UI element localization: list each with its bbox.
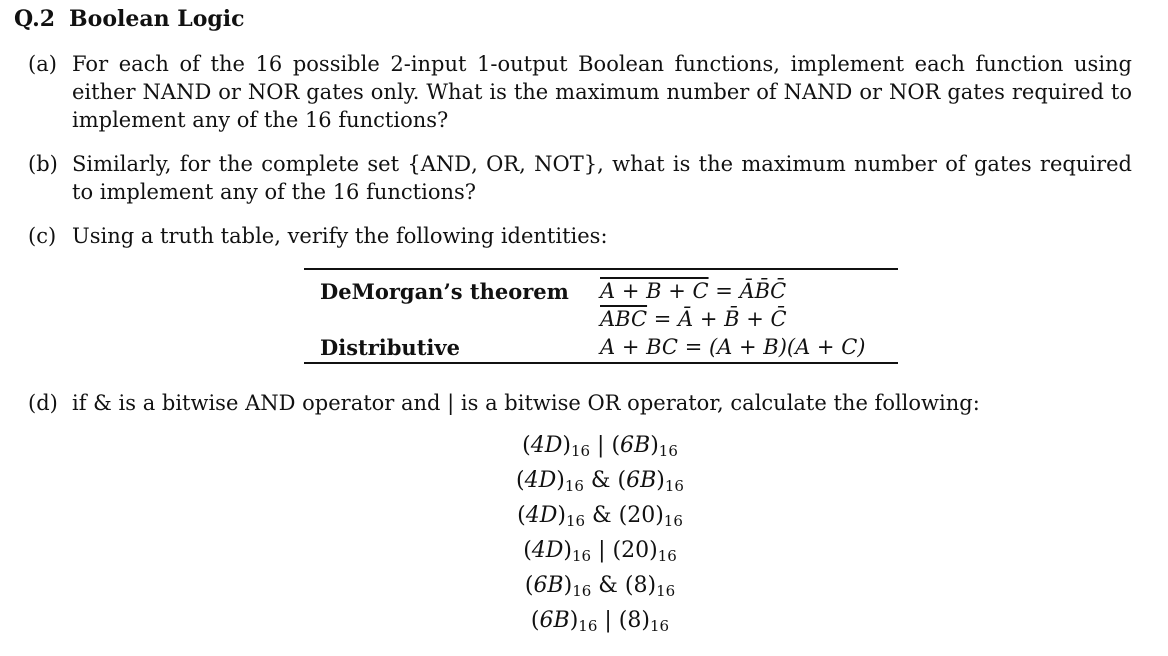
- identity-lhs: A + B + C: [600, 279, 709, 303]
- expression-base: 16: [663, 512, 683, 530]
- part-d-or: OR: [587, 391, 621, 415]
- part-d-text: [72, 389, 1132, 417]
- expression-right: 20: [621, 538, 650, 563]
- expression-right: 6B: [620, 433, 651, 458]
- part-d-and: AND: [245, 391, 296, 415]
- identity-name: Distributive: [320, 335, 460, 360]
- part-d-text-3: operator, calculate the following:: [620, 391, 980, 415]
- part-a-nand-1: NAND: [142, 80, 212, 104]
- expression-right: 8: [633, 573, 648, 598]
- expression-base: 16: [657, 547, 677, 565]
- part-c: [28, 222, 1132, 250]
- expression: $(4D)_{16}$ | $(6B)_{16}$: [522, 433, 678, 460]
- identity-rhs: ĀB̄C̄: [739, 279, 787, 303]
- part-b-label: (b): [28, 152, 58, 176]
- part-a-nand-2: NAND: [783, 80, 853, 104]
- expression-base: 16: [564, 477, 584, 495]
- expression-base: 16: [578, 617, 598, 635]
- part-a-text-4: or: [852, 80, 889, 104]
- part-b-not: NOT: [534, 152, 584, 176]
- part-a-text-1: For each of the 16 possible 2-input 1-output Boolean functions, implement each function using either: [72, 52, 1132, 104]
- identity-row: [304, 298, 898, 331]
- question-number: Q.2: [14, 6, 56, 32]
- expression-base: 16: [570, 442, 591, 460]
- part-d-text-2: operator and | is a bitwise: [295, 391, 588, 415]
- part-a-text-3: gates only. What is the maximum number of: [299, 80, 784, 104]
- question-title: Boolean Logic: [69, 6, 245, 32]
- expression-base: 16: [572, 547, 592, 565]
- expression-base: 16: [658, 442, 678, 460]
- part-b-comma-2: ,: [519, 152, 535, 176]
- question-heading: [14, 6, 245, 32]
- expression-left: 6B: [533, 573, 564, 598]
- identity-equals: =: [678, 335, 709, 359]
- part-c-label: (c): [28, 224, 57, 248]
- part-a-text-2: or: [211, 80, 248, 104]
- expression: $(4D)_{16}$ | $(20)_{16}$: [523, 538, 677, 565]
- expression-left: 4D: [525, 503, 558, 528]
- expression-left: 4D: [524, 468, 557, 493]
- expression-base: 16: [565, 512, 586, 530]
- expression-operator: &: [585, 503, 619, 528]
- identity-lhs: A + BC: [600, 335, 679, 359]
- part-b-text: [72, 150, 1132, 206]
- expression: $(4D)_{16}$ & $(6B)_{16}$: [516, 468, 684, 495]
- expression: $(6B)_{16}$ | $(8)_{16}$: [530, 608, 670, 635]
- part-b-text-1: Similarly, for the complete set {: [72, 152, 421, 176]
- part-a: [28, 50, 1132, 134]
- expression-operator: &: [591, 573, 625, 598]
- part-a-nor-1: NOR: [247, 80, 300, 104]
- part-b-or: OR: [486, 152, 520, 176]
- expression-base: 16: [649, 617, 670, 635]
- identity-rhs: (A + B)(A + C): [708, 335, 866, 359]
- identity-equation: [600, 335, 865, 359]
- expression-left: 6B: [539, 608, 570, 633]
- identity-row: [304, 270, 898, 304]
- part-c-text: Using a truth table, verify the following identities:: [72, 224, 608, 248]
- expression-operator: &: [583, 468, 618, 493]
- expression-left: 4D: [530, 433, 563, 458]
- part-a-label: (a): [28, 52, 57, 76]
- expression-base: 16: [656, 582, 676, 600]
- part-b-and: AND: [420, 152, 472, 176]
- part-d-text-1: if & is a bitwise: [72, 391, 246, 415]
- identity-rhs: Ā + B̄ + C̄: [678, 307, 787, 331]
- expression-operator: |: [591, 538, 613, 563]
- identity-equals: =: [708, 279, 740, 303]
- expression-base: 16: [572, 582, 592, 600]
- part-d-label: (d): [28, 391, 58, 415]
- identities-table: [304, 268, 898, 364]
- identity-row: [304, 326, 898, 362]
- identity-equals: =: [647, 307, 679, 331]
- part-d: [28, 389, 1132, 417]
- expression-right: 8: [627, 608, 642, 633]
- expression-right: 6B: [626, 468, 657, 493]
- part-a-nor-2: NOR: [888, 80, 941, 104]
- expression: $(6B)_{16}$ & $(8)_{16}$: [524, 573, 676, 600]
- expression-right: 20: [627, 503, 656, 528]
- part-a-text-5: gates required to implement any of the 16 functions?: [72, 80, 1132, 132]
- part-a-text: [72, 50, 1132, 134]
- identity-name: DeMorgan’s theorem: [320, 279, 569, 304]
- expression: $(4D)_{16}$ & $(20)_{16}$: [517, 503, 683, 530]
- expression-operator: |: [597, 608, 619, 633]
- part-b-text-2: }, what is the maximum number of gates required to implement any of the 16 functions?: [72, 152, 1132, 204]
- identity-lhs: $\overline{ABC}$: [600, 307, 648, 331]
- expression-list: [400, 428, 800, 638]
- part-b: [28, 150, 1132, 206]
- expression-left: 4D: [531, 538, 564, 563]
- expression-operator: |: [590, 433, 612, 458]
- part-b-comma-1: ,: [471, 152, 487, 176]
- expression-base: 16: [664, 477, 684, 495]
